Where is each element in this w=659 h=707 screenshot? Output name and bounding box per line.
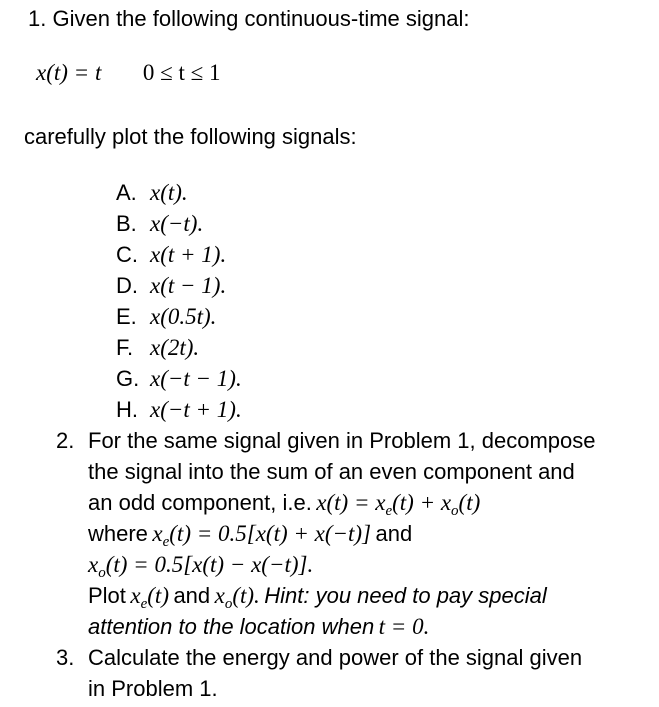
list-item-expr: x(−t − 1). [150, 366, 242, 391]
problem-2-line-7: attention to the location when t = 0. [88, 614, 430, 639]
problem-3-line-1: Calculate the energy and power of the signal given [88, 645, 583, 670]
problem-2-line-1: For the same signal given in Problem 1, decompose [88, 428, 596, 453]
list-item-label: G. [116, 366, 140, 391]
list-item-expr: x(t − 1). [150, 273, 227, 298]
problem-2-line-2: the signal into the sum of an even component and [88, 459, 575, 484]
hint-line-1: Hint: you need to pay special [264, 583, 547, 608]
problem-3-number: 3. [56, 645, 75, 670]
signal-range: 0 ≤ t ≤ 1 [142, 60, 221, 85]
plot-instruction: carefully plot the following signals: [24, 124, 357, 149]
list-item [116, 180, 242, 211]
signal-list [116, 180, 242, 428]
list-item [116, 211, 242, 242]
problem-2-number: 2. [56, 428, 75, 453]
signal-formula: x(t) = t [36, 60, 102, 85]
signal-definition [36, 60, 220, 86]
list-item-label: F. [116, 335, 134, 360]
list-item [116, 366, 242, 397]
problem-1-number: 1. [28, 6, 47, 31]
problem-3-line-2: in Problem 1. [88, 676, 218, 701]
problem-2-line-3: an odd component, i.e. x(t) = xe(t) + xo(t) [88, 490, 481, 519]
list-item-label: D. [116, 273, 138, 298]
problem-1-heading [28, 6, 470, 32]
problem-2-body [88, 428, 595, 645]
problem-1-intro: Given the following continuous-time signal: [52, 6, 470, 31]
list-item-label: C. [116, 242, 138, 267]
list-item-expr: x(t + 1). [150, 242, 227, 267]
list-item-expr: x(2t). [150, 335, 200, 360]
list-item [116, 335, 242, 366]
problem-3-body [88, 645, 582, 707]
list-item-label: B. [116, 211, 137, 236]
problem-2-line-6: Plot xe(t) and xo(t). Hint: you need to pay special [88, 583, 547, 612]
list-item [116, 273, 242, 304]
hint-line-2: attention to the location when [88, 614, 375, 639]
problem-2-line-5: xo(t) = 0.5[x(t) − x(−t)]. [88, 552, 314, 581]
problem-2-line-4: where xe(t) = 0.5[x(t) + x(−t)] and [88, 521, 413, 550]
list-item-label: E. [116, 304, 137, 329]
list-item [116, 242, 242, 273]
list-item [116, 397, 242, 428]
list-item-label: H. [116, 397, 138, 422]
list-item-expr: x(−t). [150, 211, 204, 236]
list-item [116, 304, 242, 335]
list-item-expr: x(0.5t). [150, 304, 217, 329]
list-item-expr: x(t). [150, 180, 188, 205]
list-item-expr: x(−t + 1). [150, 397, 242, 422]
list-item-label: A. [116, 180, 137, 205]
